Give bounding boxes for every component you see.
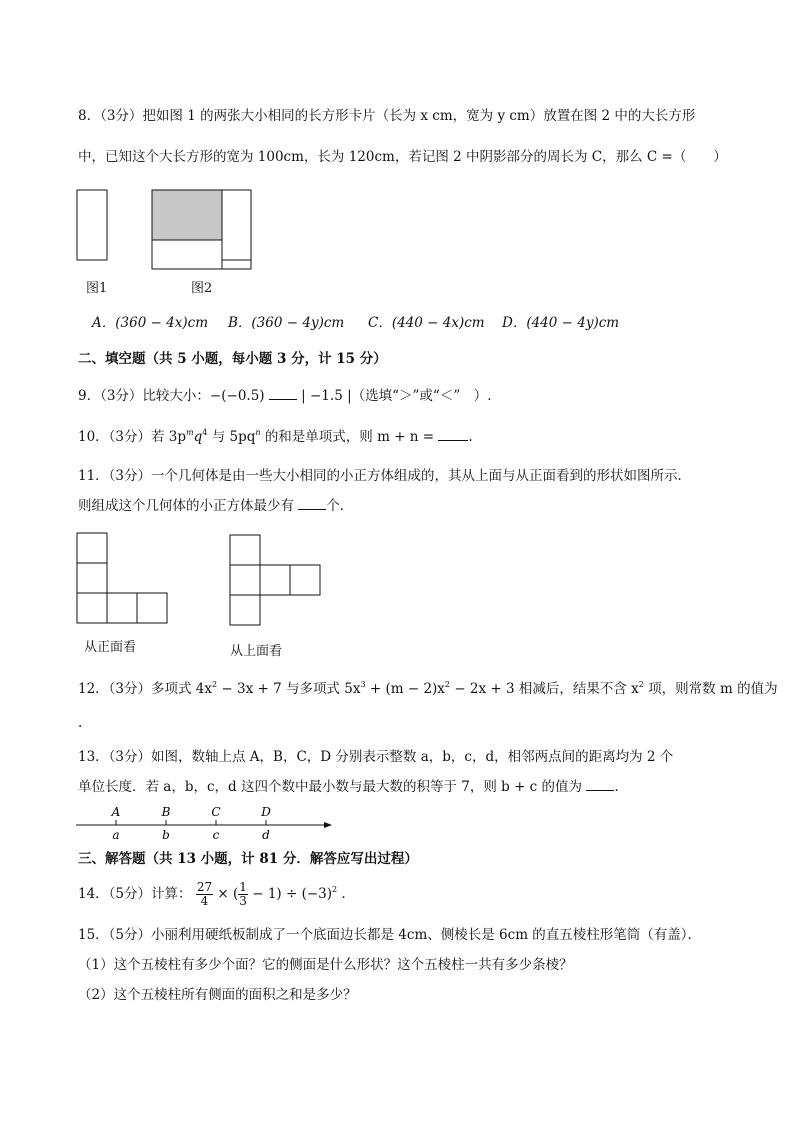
q10-post: . (468, 429, 473, 445)
q9-pre: 9．（3分）比较大小：−(−0.5) (78, 388, 265, 404)
fig1-card (77, 190, 107, 260)
q12-a: − 3x + 7 与多项式 5x (221, 681, 361, 697)
point-label-d: D (261, 805, 271, 819)
point-label-b: B (161, 805, 171, 819)
front-view-label: 从正面看 (84, 640, 137, 655)
q8-option-a: A．(360 − 4x)cm (92, 315, 209, 331)
q13-line2-pre: 单位长度．若 a，b，c，d 这四个数中最小数与最大数的积等于 7，则 b + c 的值为 (78, 779, 583, 795)
q13-line2 (78, 778, 619, 796)
q11-line2 (78, 497, 353, 515)
q14: 14．（5分）计算： $\frac{27}{4}$ × ( $\frac{1}{3}$ − $1) \div (-3)^2$ . (78, 880, 346, 908)
value-label-b: b (162, 828, 170, 842)
q12-pre: 12．（3分）多项式 4x (78, 681, 213, 697)
q15-line1: 15．（5分）小丽利用硬纸板制成了一个底面边长都是 4cm、侧棱长是 6cm 的直五棱柱形笔筒（有盖）． (78, 927, 702, 943)
q11-line2-post: 个． (326, 498, 354, 514)
q14-mid: × ( (217, 886, 239, 902)
q9-post: | −1.5 |（选填“＞”或“＜” ）. (301, 388, 492, 404)
section-3-heading: 三、解答题（共 13 小题，计 81 分．解答应写出过程） (78, 851, 418, 867)
q14-f1-den: 4 (200, 894, 209, 908)
q14-pre: 14．（5分）计算： (78, 886, 192, 902)
q11-line1: 11．（3分）一个几何体是由一些大小相同的小正方体组成的，其从上面与从正面看到的形状如图所示． (78, 468, 692, 484)
q14-end: . (341, 886, 346, 902)
value-label-a: a (112, 828, 120, 842)
q10: 10．（3分）若 $3p^mq^4$ 与 $5pq^n$ 的和是单项式，则 m + n = . (78, 427, 473, 445)
q14-f1-num: 27 (196, 880, 213, 894)
fig1-label: 图1 (86, 281, 108, 296)
number-line-arrow (324, 822, 332, 828)
value-label-c: c (212, 828, 220, 842)
q10-mid1: 与 5pq (211, 429, 256, 445)
point-label-a: A (111, 805, 121, 819)
q8-option-c: C．(440 − 4x)cm (368, 315, 485, 331)
fig2-label: 图2 (191, 281, 213, 296)
q12-c: − 2x + 3 相减后，结果不含 x (454, 681, 639, 697)
q10-mid2: 的和是单项式，则 m + n = (264, 429, 435, 445)
value-label-d: d (262, 828, 270, 842)
q15-sub2: （2）这个五棱柱所有侧面的面积之和是多少？ (78, 987, 357, 1003)
q14-post: − 1) ÷ (−3) (252, 886, 333, 902)
q9-blank (269, 399, 297, 400)
q11-top-view (229, 534, 323, 626)
q9 (78, 387, 492, 405)
q14-fraction-1-3 (238, 881, 248, 908)
q8-option-b: B．(360 − 4y)cm (228, 315, 345, 331)
q13-blank (586, 790, 614, 791)
q12-b: + (m − 2)x (369, 681, 445, 697)
q13-number-line (74, 804, 336, 844)
q14-f2-den: 3 (239, 894, 247, 908)
q13-line1: 13．（3分）如图，数轴上点 A，B，C，D 分别表示整数 a，b，c，d，相邻两点间的距离均为 2 个 (78, 749, 674, 765)
top-view-label: 从上面看 (230, 644, 283, 659)
q14-f2-num: 1 (239, 880, 247, 894)
q12-line2: . (78, 715, 83, 731)
q12-d: 项，则常数 m 的值为 (648, 681, 778, 697)
q8-figures (76, 188, 258, 272)
q15-sub1: （1）这个五棱柱有多少个面？它的侧面是什么形状？这个五棱柱一共有多少条棱？ (78, 957, 573, 973)
q10-pre: 10．（3分）若 3p (78, 429, 187, 445)
q14-fraction-27-4 (196, 881, 213, 908)
section-2-heading: 二、填空题（共 5 小题，每小题 3 分，计 15 分） (78, 351, 387, 367)
q11-front-view (76, 532, 172, 624)
point-label-c: C (211, 805, 221, 819)
q8-line1: 8．（3分）把如图 1 的两张大小相同的长方形卡片（长为 x cm，宽为 y cm）放置在图 2 中的大长方形 (78, 108, 696, 124)
q13-line2-post: . (614, 779, 619, 795)
q11-line2-pre: 则组成这个几何体的小正方体最少有 (78, 498, 294, 514)
q10-blank (438, 440, 468, 441)
q11-blank (298, 509, 326, 510)
q8-option-d: D．(440 − 4y)cm (502, 315, 620, 331)
q8-line2: 中，已知这个大长方形的宽为 100cm，长为 120cm，若记图 2 中阴影部分的周长为 C，那么 C =（ ） (78, 149, 727, 165)
fig2-shaded (152, 190, 222, 240)
q12-line1: 12．（3分）多项式 $4x^2 - 3x + 7$ 与多项式 $5x^3 + (m - 2)x^2 - 2x + 3$ 相减后，结果不含 $x^2$ 项，则常数 m 的值为 (78, 679, 778, 697)
